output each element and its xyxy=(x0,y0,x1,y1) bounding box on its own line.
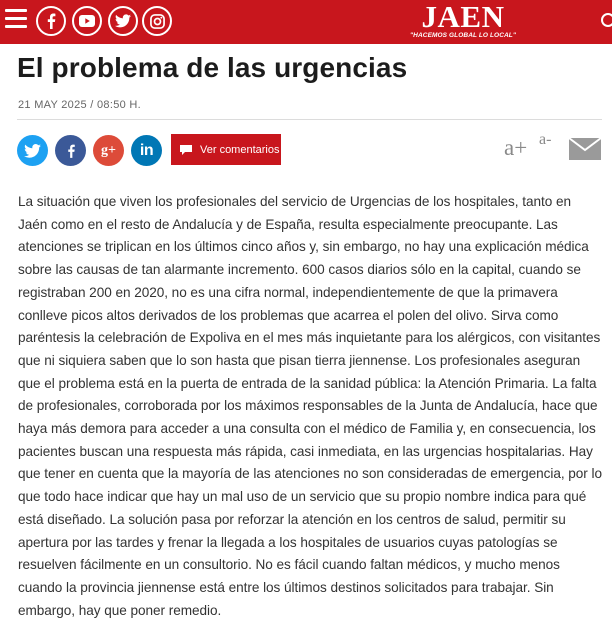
logo-slogan: "HACEMOS GLOBAL LO LOCAL" xyxy=(410,32,517,39)
facebook-icon[interactable] xyxy=(36,6,66,36)
share-twitter-button[interactable] xyxy=(17,135,48,166)
font-increase-button[interactable]: a+ xyxy=(504,135,528,160)
comment-icon xyxy=(179,144,193,156)
font-decrease-button[interactable]: a- xyxy=(539,131,552,148)
article-body: La situación que viven los profesionales del servicio de Urgencias de los hospitales, tanto en Jaén como en el resto de Andalucía y de España, resulta especialmente preocupante. Las atenciones se triplican en los últimos cinco años y, sin embargo, no hay una explicación médica sobre las causas de tan alarmante incremento. 600 casos diarios sólo en la capital, cuando se registraban 200 en 2020, no es una cifra normal, independientemente de que la primavera conlleve picos altos derivados de los problemas que acarrea el polen del olivo. Sirva como paréntesis la celebración de Expoliva en el mes más inquietante para los alérgicos, con visitantes que ni siquiera saben que lo son hasta que pisan tierra jiennense. Los profesionales aseguran que el problema está en la puerta de entrada de la sanidad pública: la Atención Primaria. La falta de profesionales, corroborada por los máximos responsables de la Junta de Andalucía, hace que haya más demora para acceder a una consulta con el médico de Familia y, en consecuencia, los pacientes buscan una respuesta más rápida, casi inmediata, en las urgencias hospitalarias. Hay que tener en cuenta que la mayoría de las atenciones no son consideradas de emergencia, por lo que todo hace indicar que hay un mal uso de un servicio que su propio nombre indica para qué está diseñado. La solución pasa por reforzar la atención en los centros de salud, permitir su apertura por las tardes y frenar la llegada a los hospitales de usuarios cuyas patologías se resuelven fácilmente en un consultorio. No es fácil cuando faltan médicos, y mucho menos cuando la provincia jiennense está entre los últimos destinos solicitados para trabajar. Sin embargo, hay que poner remedio. xyxy=(18,194,602,618)
share-facebook-button[interactable] xyxy=(55,135,86,166)
divider xyxy=(17,119,602,120)
share-linkedin-button[interactable] xyxy=(131,135,162,166)
youtube-icon[interactable] xyxy=(72,6,102,36)
site-logo[interactable] xyxy=(410,1,516,41)
twitter-icon[interactable] xyxy=(108,6,138,36)
view-comments-button[interactable] xyxy=(171,134,281,165)
twitter-icon xyxy=(24,144,41,158)
logo-brand: JAEN xyxy=(421,0,505,34)
facebook-icon xyxy=(65,142,77,160)
linkedin-icon: in xyxy=(139,141,154,159)
search-icon[interactable] xyxy=(596,0,612,44)
view-comments-label: Ver comentarios xyxy=(200,143,280,156)
hamburger-menu-icon[interactable] xyxy=(5,9,27,33)
share-google-plus-button[interactable] xyxy=(93,135,124,166)
google-plus-icon: g+ xyxy=(101,142,116,158)
mail-icon[interactable] xyxy=(569,138,601,160)
instagram-icon[interactable] xyxy=(142,6,172,36)
top-bar xyxy=(0,0,612,44)
article-title: El problema de las urgencias xyxy=(17,52,408,83)
article-date: 21 MAY 2025 / 08:50 H. xyxy=(18,99,141,111)
